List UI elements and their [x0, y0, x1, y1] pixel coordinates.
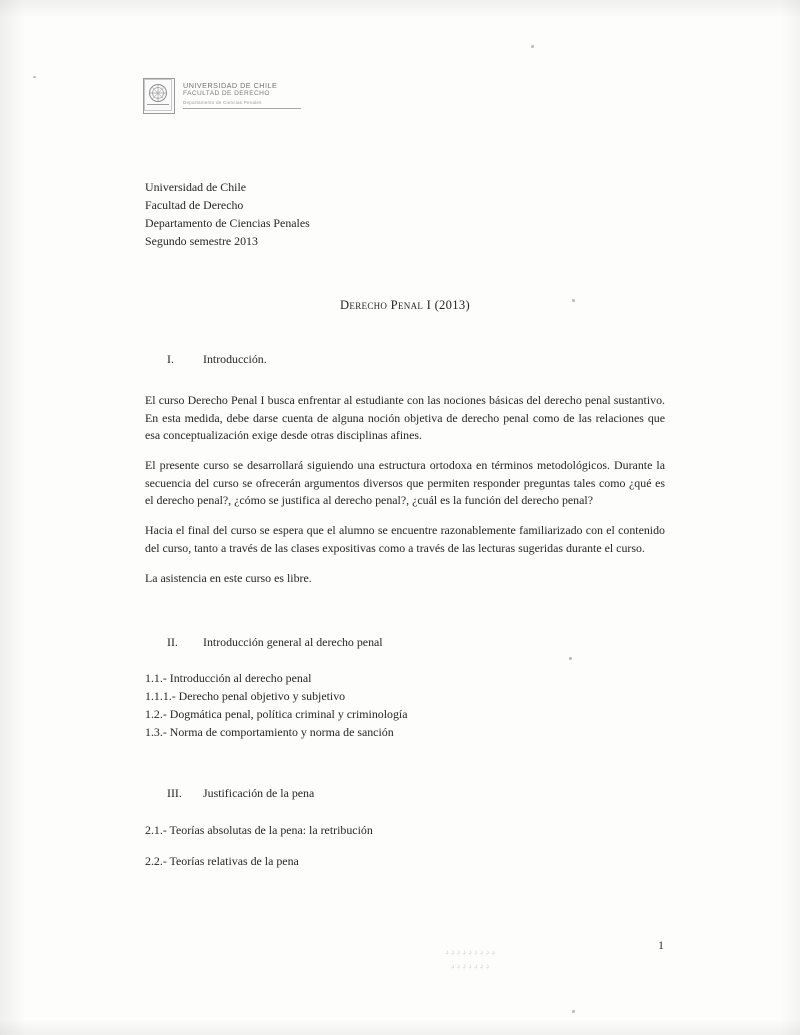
affiliation-line-1: Universidad de Chile: [145, 180, 247, 194]
paragraph-3: Hacia el final del curso se espera que el alumno se encuentre razonablemente familiarizado con el contenido del curso, tanto a través de las clases expositivas como a través de las lecturas sugeridas durante el curso.: [145, 523, 665, 555]
scan-edge-right: [780, 0, 800, 1035]
scan-edge-bottom: [0, 1019, 800, 1035]
affiliation-line-2: Facultad de Derecho: [145, 198, 244, 213]
letterhead-org-line1: UNIVERSIDAD DE CHILE: [183, 81, 278, 90]
page-number: 1: [658, 938, 664, 952]
scan-speck: [572, 1010, 575, 1013]
letterhead: [143, 78, 301, 114]
scan-edge-left: [0, 0, 26, 1035]
list-item: 1.2.- Dogmática penal, política criminal y criminología: [145, 707, 408, 722]
letterhead-rule: [183, 108, 301, 109]
affiliation-line-3: Departamento de Ciencias Penales: [145, 216, 310, 231]
section-title: Justificación de la pena: [203, 786, 315, 801]
affiliation-line-4: Segundo semestre 2013: [145, 234, 258, 249]
university-crest-icon: [143, 78, 175, 114]
toc-section-two: [145, 669, 665, 741]
section-number: I.: [167, 351, 174, 366]
paragraph-2: El presente curso se desarrollará siguiendo una estructura ortodoxa en términos metodológicos. Durante la secuencia del curso se ofrecerán argumentos diversos que permiten responder preguntas tales como ¿qué es el derecho penal?, ¿cómo se justifica al derecho penal?, ¿cuál es la función del derecho penal?: [145, 458, 665, 507]
letterhead-org-line3: Departamento de Ciencias Penales: [183, 99, 262, 105]
footer-faint-line-2: ڊ ڊ ڊ ڊ ڊ ڊ ڊ: [450, 960, 490, 970]
section-heading-justificacion: [145, 785, 665, 802]
section-number: III.: [167, 786, 182, 801]
scan-edge-top: [0, 0, 800, 18]
paragraph-1: El curso Derecho Penal I busca enfrentar al estudiante con las nociones básicas del derecho penal sustantivo. En esta medida, debe darse cuenta de alguna noción objetiva de derecho penal como de las relaciones que esa conceptualización exige desde otras disciplinas afines.: [145, 393, 665, 442]
list-item: 1.1.- Introducción al derecho penal: [145, 670, 312, 685]
list-item: 1.1.1.- Derecho penal objetivo y subjetivo: [145, 688, 346, 703]
toc-section-three: [145, 821, 665, 870]
section-title: Introducción.: [203, 351, 267, 366]
section-heading-introduccion: [145, 351, 665, 368]
document-body: [145, 178, 665, 883]
section-heading-introduccion-general: [145, 634, 665, 651]
scan-speck: [531, 45, 534, 48]
list-item: 2.2.- Teorías relativas de la pena: [145, 853, 299, 868]
letterhead-org-line2: FACULTAD DE DERECHO: [183, 90, 270, 98]
section-title: Introducción general al derecho penal: [203, 634, 383, 649]
page-title: Derecho Penal I (2013): [340, 298, 470, 313]
footer-faint-line-1: ڊ ڊ ڊ ڊ ڊ ڊ ڊ ڊ ڊ: [445, 947, 495, 956]
affiliation-block: [145, 178, 665, 250]
footer-faint-marks: [355, 945, 585, 972]
list-item: 1.3.- Norma de comportamiento y norma de sanción: [145, 725, 394, 740]
list-item: 2.1.- Teorías absolutas de la pena: la retribución: [145, 822, 373, 837]
scan-speck: [33, 76, 36, 78]
paragraph-4: La asistencia en este curso es libre.: [145, 571, 312, 586]
section-number: II.: [167, 634, 178, 649]
